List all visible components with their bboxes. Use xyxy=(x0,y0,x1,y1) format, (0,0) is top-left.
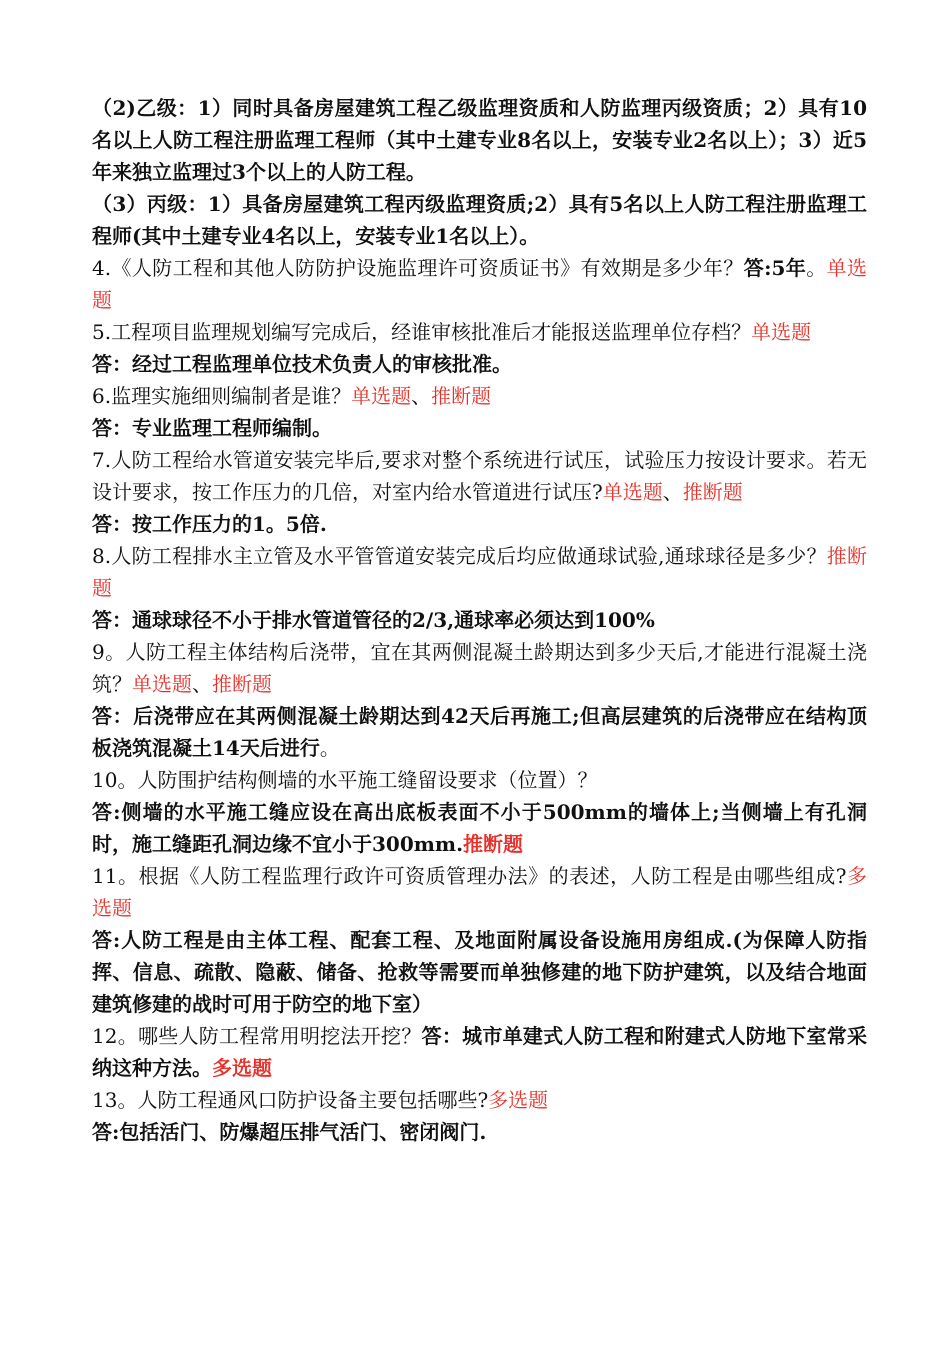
answer-8 xyxy=(92,604,867,636)
text-segment: （2)乙级：1）同时具备房屋建筑工程乙级监理资质和人防监理丙级资质；2）具有10名以上人防工程注册监理工程师（其中土建专业8名以上，安装专业2名以上）；3）近5年来独立监理过3个以上的人防工程。 xyxy=(92,96,867,184)
text-segment: 。 xyxy=(319,736,340,760)
grade-b-paragraph xyxy=(92,92,867,188)
answer-11 xyxy=(92,924,867,1020)
question-8 xyxy=(92,540,867,604)
text-segment: 、 xyxy=(192,672,212,696)
text-segment: 答：按工作压力的1。5倍. xyxy=(92,512,327,536)
answer-10 xyxy=(92,796,867,860)
question-type-tag: 多选题 xyxy=(212,1056,272,1080)
text-segment: 答:5年 xyxy=(743,256,807,280)
question-type-tag: 单选题 xyxy=(602,480,663,504)
text-segment: 答：城市单建式人防工程和附建式人防地下室常采纳这种方法。 xyxy=(92,1024,867,1080)
question-type-tag: 单选题 xyxy=(132,672,192,696)
text-segment: 7.人防工程给水管道安装完毕后,要求对整个系统进行试压，试验压力按设计要求。若无设计要求，按工作压力的几倍，对室内给水管道进行试压? xyxy=(92,448,867,504)
answer-13 xyxy=(92,1116,867,1148)
text-segment: 9。人防工程主体结构后浇带，宜在其两侧混凝土龄期达到多少天后,才能进行混凝土浇筑？ xyxy=(92,640,867,696)
question-6 xyxy=(92,380,867,412)
text-segment: 答：后浇带应在其两侧混凝土龄期达到42天后再施工;但高层建筑的后浇带应在结构顶板浇筑混凝土14天后进行 xyxy=(92,704,867,760)
text-segment: 11。根据《人防工程监理行政许可资质管理办法》的表述，人防工程是由哪些组成? xyxy=(92,864,847,888)
answer-5 xyxy=(92,348,867,380)
question-type-tag: 单选题 xyxy=(751,320,812,344)
question-10 xyxy=(92,764,867,796)
answer-6 xyxy=(92,412,867,444)
answer-9 xyxy=(92,700,867,764)
question-type-tag: 推断题 xyxy=(92,544,867,600)
question-7 xyxy=(92,444,867,508)
text-segment: 、 xyxy=(411,384,432,408)
question-type-tag: 推断题 xyxy=(682,480,743,504)
question-13 xyxy=(92,1084,867,1116)
question-4 xyxy=(92,252,867,316)
text-segment: 5.工程项目监理规划编写完成后，经谁审核批准后才能报送监理单位存档？ xyxy=(92,320,752,344)
answer-7 xyxy=(92,508,867,540)
grade-c-paragraph xyxy=(92,188,867,252)
text-segment: 13。人防工程通风口防护设备主要包括哪些? xyxy=(92,1088,489,1112)
question-type-tag: 多选题 xyxy=(488,1088,549,1112)
document-page xyxy=(92,92,867,1148)
question-11 xyxy=(92,860,867,924)
question-type-tag: 多选题 xyxy=(92,864,868,920)
text-segment: 4.《人防工程和其他人防防护设施监理许可资质证书》有效期是多少年？ xyxy=(92,256,744,280)
text-segment: 12。哪些人防工程常用明挖法开挖？ xyxy=(92,1024,422,1048)
question-type-tag: 单选题 xyxy=(92,256,867,312)
text-segment: 6.监理实施细则编制者是谁？ xyxy=(92,384,352,408)
question-type-tag: 推断题 xyxy=(212,672,272,696)
question-5 xyxy=(92,316,867,348)
question-type-tag: 推断题 xyxy=(431,384,492,408)
text-segment: 10。人防围护结构侧墙的水平施工缝留设要求（位置）？ xyxy=(92,768,598,792)
text-segment: 。 xyxy=(806,256,827,280)
text-segment: 答：专业监理工程师编制。 xyxy=(92,416,332,440)
text-segment: 答:侧墙的水平施工缝应设在高出底板表面不小于500mm的墙体上;当侧墙上有孔洞时，施工缝距孔洞边缘不宜小于300mm. xyxy=(92,800,867,856)
text-segment: 答:人防工程是由主体工程、配套工程、及地面附属设备设施用房组成.(为保障人防指挥、信息、疏散、隐蔽、储备、抢救等需要而单独修建的地下防护建筑，以及结合地面建筑修建的战时可用于防空的地下室） xyxy=(92,928,867,1016)
text-segment: 答：通球球径不小于排水管道管径的2/3,通球率必须达到100% xyxy=(92,608,655,632)
question-9 xyxy=(92,636,867,700)
text-segment: （3）丙级：1）具备房屋建筑工程丙级监理资质;2）具有5名以上人防工程注册监理工程师(其中土建专业4名以上，安装专业1名以上）。 xyxy=(92,192,867,248)
question-type-tag: 单选题 xyxy=(351,384,412,408)
text-segment: 答：经过工程监理单位技术负责人的审核批准。 xyxy=(92,352,512,376)
text-segment: 、 xyxy=(662,480,683,504)
text-segment: 答:包括活门、防爆超压排气活门、密闭阀门. xyxy=(92,1120,487,1144)
question-12 xyxy=(92,1020,867,1084)
question-type-tag: 推断题 xyxy=(463,832,524,856)
text-segment: 8.人防工程排水主立管及水平管管道安装完成后均应做通球试验,通球球径是多少？ xyxy=(92,544,827,568)
